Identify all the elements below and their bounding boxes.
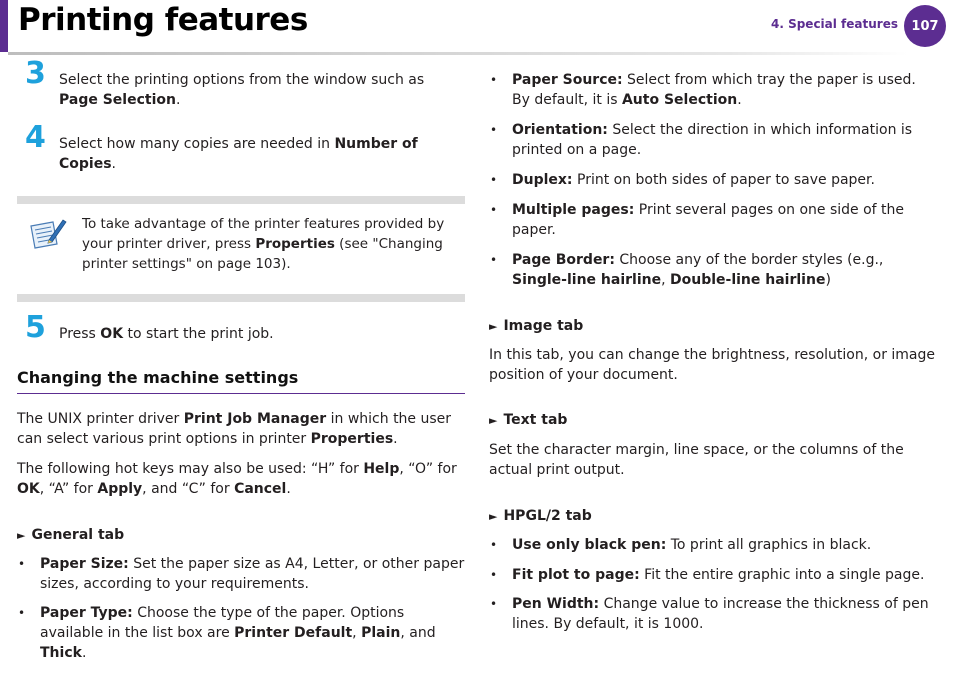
step-number: 3 [25,56,46,91]
step-number: 4 [25,120,46,155]
list-item: • Pen Width: Change value to increase the thickness of pen lines. By default, it is 1000. [489,594,937,634]
general-tab-list-continued [489,70,937,290]
step-4 [17,120,465,174]
step-text: Press OK to start the print job. [59,326,274,342]
note-text: To take advantage of the printer features provided by your printer driver, press Properties (see "Changing printer settings" on page 103). [82,216,445,272]
list-item: • Paper Source: Select from which tray the paper is used. By default, it is Auto Selection. [489,70,937,110]
arrow-right-icon: ► [17,529,26,542]
intro-paragraph: The UNIX printer driver Print Job Manager in which the user can select various print options in printer Properties. [17,411,452,447]
page-number-badge: 107 [904,5,946,47]
left-column [17,56,465,663]
section-label: 4. Special features [770,17,898,31]
step-text: Select how many copies are needed in Number of Copies. [59,136,418,172]
note-pencil-icon [27,216,67,252]
page-title: Printing features [18,2,308,38]
arrow-right-icon: ► [489,510,498,523]
list-item: • Duplex: Print on both sides of paper to save paper. [489,170,937,190]
hotkeys-paragraph: The following hot keys may also be used: “H” for Help, “O” for OK, “A” for Apply, and “C” for Cancel. [17,461,457,497]
list-item: • Use only black pen: To print all graphics in black. [489,535,937,555]
text-tab-heading: ► Text tab [489,412,568,428]
image-tab-text: In this tab, you can change the brightness, resolution, or image position of your document. [489,347,936,383]
note-box [17,196,465,302]
arrow-right-icon: ► [489,320,498,333]
list-item: • Fit plot to page: Fit the entire graphic into a single page. [489,565,937,585]
list-item: • Multiple pages: Print several pages on one side of the paper. [489,200,937,240]
header-divider [8,52,908,55]
hpgl-tab-heading: ► HPGL/2 tab [489,508,592,524]
image-tab-heading: ► Image tab [489,318,584,334]
list-item: • Paper Type: Choose the type of the paper. Options available in the list box are Printer Default, Plain, and Thick. [17,603,465,663]
general-tab-heading: ► General tab [17,527,125,543]
list-item: • Paper Size: Set the paper size as A4, Letter, or other paper sizes, according to your requirements. [17,554,465,594]
hpgl-tab-list [489,535,937,634]
text-tab-text: Set the character margin, line space, or the columns of the actual print output. [489,442,904,478]
step-text: Select the printing options from the window such as Page Selection. [59,72,425,108]
general-tab-list [17,554,465,663]
list-item: • Page Border: Choose any of the border styles (e.g., Single-line hairline, Double-line hairline) [489,250,937,290]
header-accent-bar [0,0,8,52]
list-item: • Orientation: Select the direction in which information is printed on a page. [489,120,937,160]
right-column [489,70,937,634]
arrow-right-icon: ► [489,414,498,427]
step-5 [17,310,465,345]
step-number: 5 [25,310,46,345]
step-3 [17,56,465,110]
section-heading: Changing the machine settings [17,368,465,394]
